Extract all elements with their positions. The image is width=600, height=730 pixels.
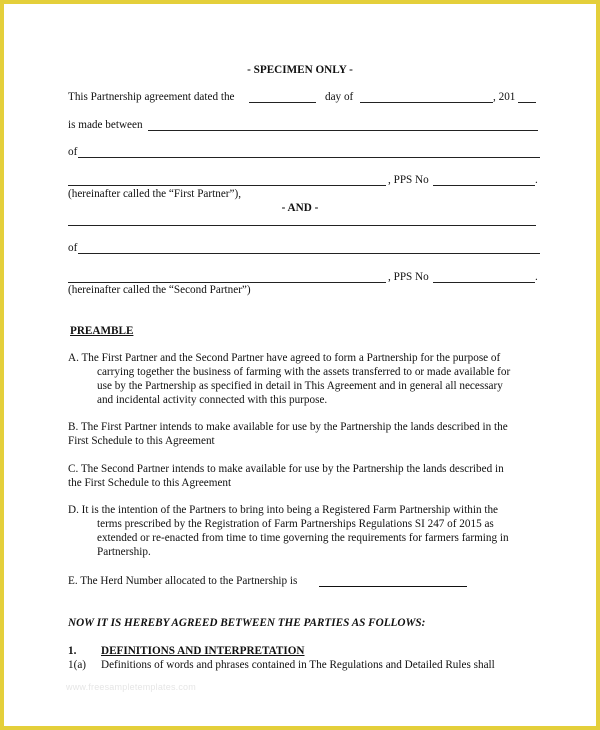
doc-title: - SPECIMEN ONLY - <box>247 64 353 76</box>
made-between-label: is made between <box>68 119 143 131</box>
herd-number-field[interactable] <box>319 586 467 587</box>
dated-label: This Partnership agreement dated the <box>68 91 235 103</box>
of-label: of <box>68 146 78 158</box>
second-partner-address-field[interactable] <box>78 253 540 254</box>
first-partner-address-field[interactable] <box>78 157 540 158</box>
preamble-d-line-2: terms prescribed by the Registration of Farm Partnerships Regulations SI 247 of 2015 as <box>97 518 494 530</box>
preamble-a-line-2: carrying together the business of farming with the assets transferred to or made available for <box>97 366 511 378</box>
and-label: - AND - <box>281 202 319 214</box>
first-partner-address-line2-field[interactable] <box>68 185 386 186</box>
preamble-d-line-3: extended or re-enacted from time to time governing the requirements for farmers farming in <box>97 532 509 544</box>
pps-label: , PPS No <box>388 174 429 186</box>
date-field[interactable] <box>249 102 316 103</box>
agreement-heading: NOW IT IS HEREBY AGREED BETWEEN THE PARTIES AS FOLLOWS: <box>68 617 426 629</box>
preamble-e-line-1: E. The Herd Number allocated to the Partnership is <box>68 575 298 587</box>
section-1a-text: Definitions of words and phrases contained in The Regulations and Detailed Rules shall <box>101 659 495 671</box>
pps-label-2: , PPS No <box>388 271 429 283</box>
second-partner-note: (hereinafter called the “Second Partner”) <box>68 284 251 296</box>
first-partner-note: (hereinafter called the “First Partner”), <box>68 188 242 200</box>
section-1-number: 1. <box>68 645 77 657</box>
year-prefix: , 201 <box>493 91 516 103</box>
of-label-2: of <box>68 242 78 254</box>
second-partner-pps-field[interactable] <box>433 282 535 283</box>
preamble-heading: PREAMBLE <box>70 325 134 337</box>
preamble-c-line-1: C. The Second Partner intends to make available for use by the Partnership the lands described in <box>68 463 504 475</box>
preamble-a-line-3: use by the Partnership as specified in detail in This Agreement and in general all necessary <box>97 380 503 392</box>
year-field[interactable] <box>518 102 536 103</box>
preamble-d-line-4: Partnership. <box>97 546 151 558</box>
preamble-b-line-1: B. The First Partner intends to make available for use by the Partnership the lands described in the <box>68 421 508 433</box>
period: . <box>535 174 538 186</box>
preamble-d-line-1: D. It is the intention of the Partners to bring into being a Registered Farm Partnership within the <box>68 504 499 516</box>
watermark: www.freesampletemplates.com <box>66 682 196 692</box>
period-2: . <box>535 271 538 283</box>
preamble-a-line-4: and incidental activity connected with this purpose. <box>97 394 328 406</box>
section-1a-number: 1(a) <box>68 659 87 671</box>
preamble-c-line-2: the First Schedule to this Agreement <box>68 477 232 489</box>
first-partner-pps-field[interactable] <box>433 185 535 186</box>
day-of-label: day of <box>325 91 354 103</box>
preamble-a-line-1: A. The First Partner and the Second Partner have agreed to form a Partnership for the purpose of <box>68 352 501 364</box>
second-partner-name-field[interactable] <box>68 225 536 226</box>
first-partner-name-field[interactable] <box>148 130 538 131</box>
section-1-heading: DEFINITIONS AND INTERPRETATION <box>101 645 305 657</box>
preamble-b-line-2: First Schedule to this Agreement <box>68 435 215 447</box>
month-field[interactable] <box>360 102 493 103</box>
